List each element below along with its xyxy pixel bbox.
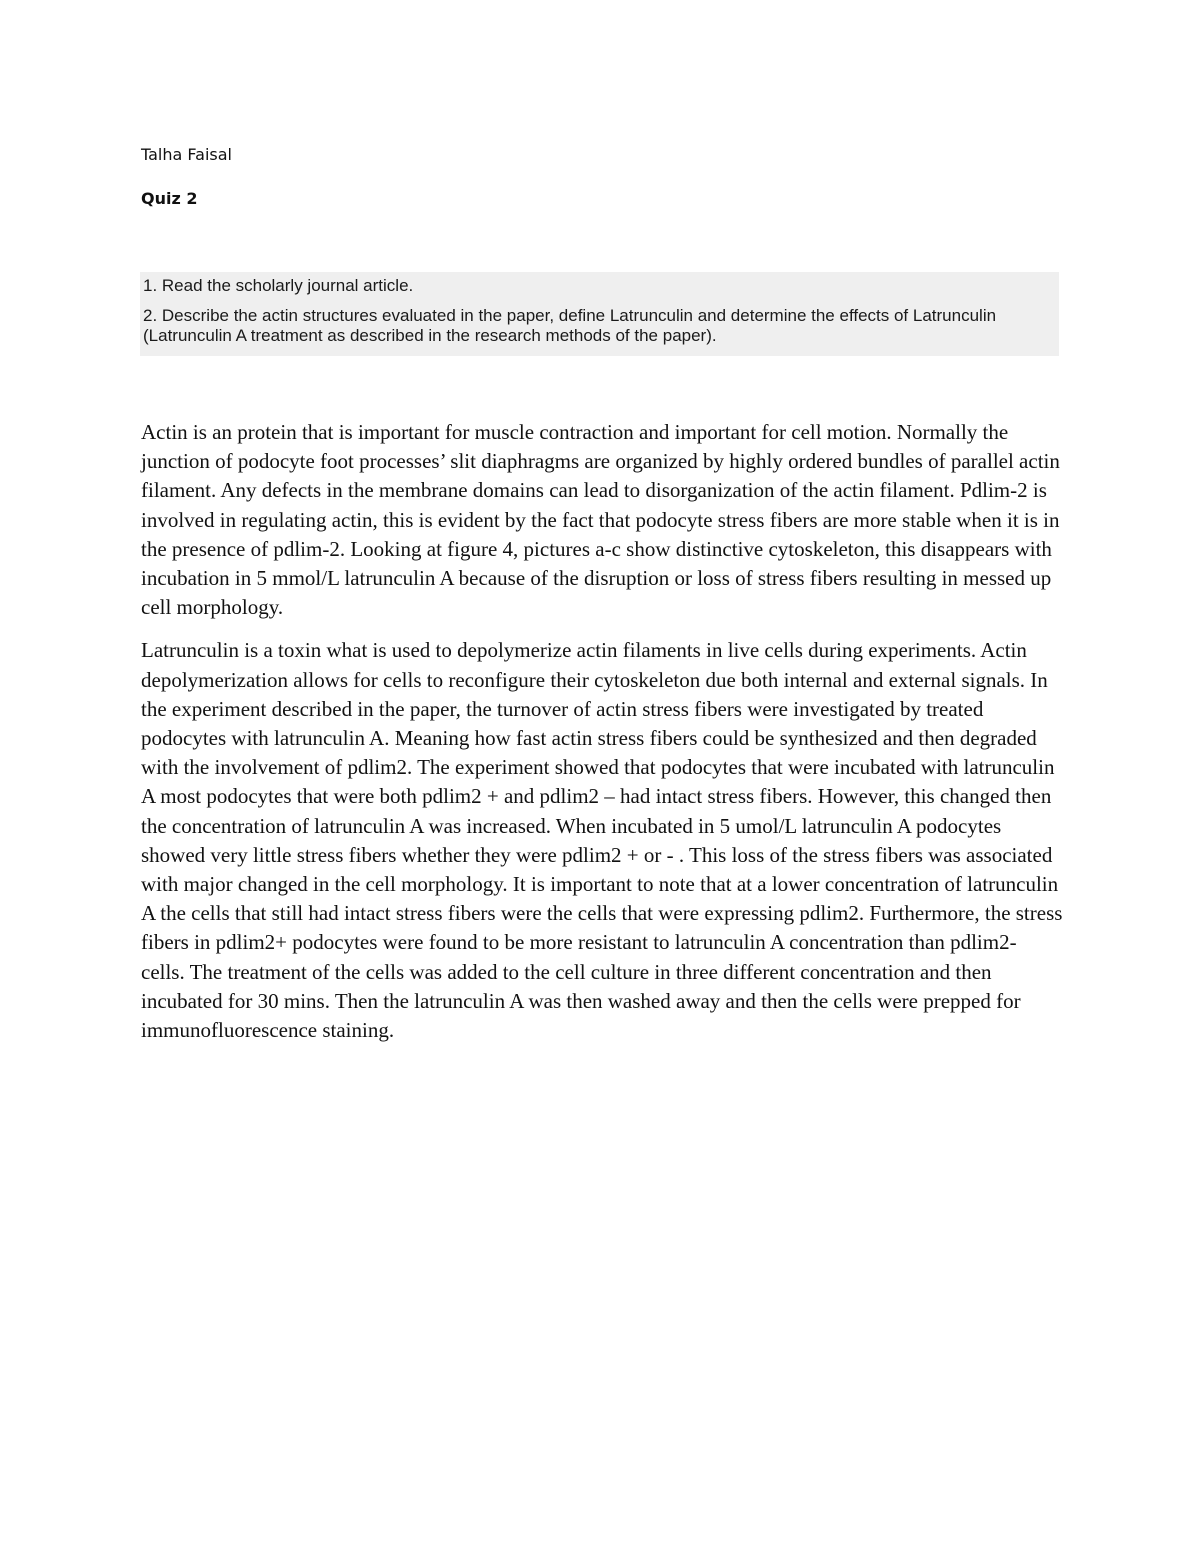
- answer-paragraph: Latrunculin is a toxin what is used to depolymerize actin filaments in live cells during experiments. Actin depolymerization allows for cells to reconfigure their cytoskeleton due both internal and external signals. In the experiment described in the paper, the turnover of actin stress fibers were investigated by treated podocytes with latrunculin A. Meaning how fast actin stress fibers could be synthesized and then degraded with the involvement of pdlim2. The experiment showed that podocytes that were incubated with latrunculin A most podocytes that were both pdlim2 + and pdlim2 – had intact stress fibers. However, this changed then the concentration of latrunculin A was increased. When incubated in 5 umol/L latrunculin A podocytes showed very little stress fibers whether they were pdlim2 + or - . This loss of the stress fibers was associated with major changed in the cell morphology. It is important to note that at a lower concentration of latrunculin A the cells that still had intact stress fibers were the cells that were expressing pdlim2. Furthermore, the stress fibers in pdlim2+ podocytes were found to be more resistant to latrunculin A concentration than pdlim2- cells. The treatment of the cells was added to the cell culture in three different concentration and then incubated for 30 mins. Then the latrunculin A was then washed away and then the cells were prepped for immunofluorescence staining.: [141, 638, 1063, 1043]
- answer-body: [141, 418, 1063, 1045]
- instruction-item: 2. Describe the actin structures evaluated in the paper, define Latrunculin and determine the effects of Latrunculin (Latrunculin A treatment as described in the research methods of the paper).: [143, 306, 997, 345]
- author-name: Talha Faisal: [141, 145, 232, 164]
- answer-paragraph: Actin is an protein that is important for muscle contraction and important for cell motion. Normally the junction of podocyte foot processes’ slit diaphragms are organized by highly ordered bundles of parallel actin filament. Any defects in the membrane domains can lead to disorganization of the actin filament. Pdlim-2 is involved in regulating actin, this is evident by the fact that podocyte stress fibers are more stable when it is in the presence of pdlim-2. Looking at figure 4, pictures a-c show distinctive cytoskeleton, this disappears with incubation in 5 mmol/L latrunculin A because of the disruption or loss of stress fibers resulting in messed up cell morphology.: [141, 420, 1060, 620]
- instruction-item: 1. Read the scholarly journal article.: [143, 276, 414, 295]
- quiz-instructions-block: [140, 272, 1059, 356]
- document-title: Quiz 2: [141, 189, 198, 208]
